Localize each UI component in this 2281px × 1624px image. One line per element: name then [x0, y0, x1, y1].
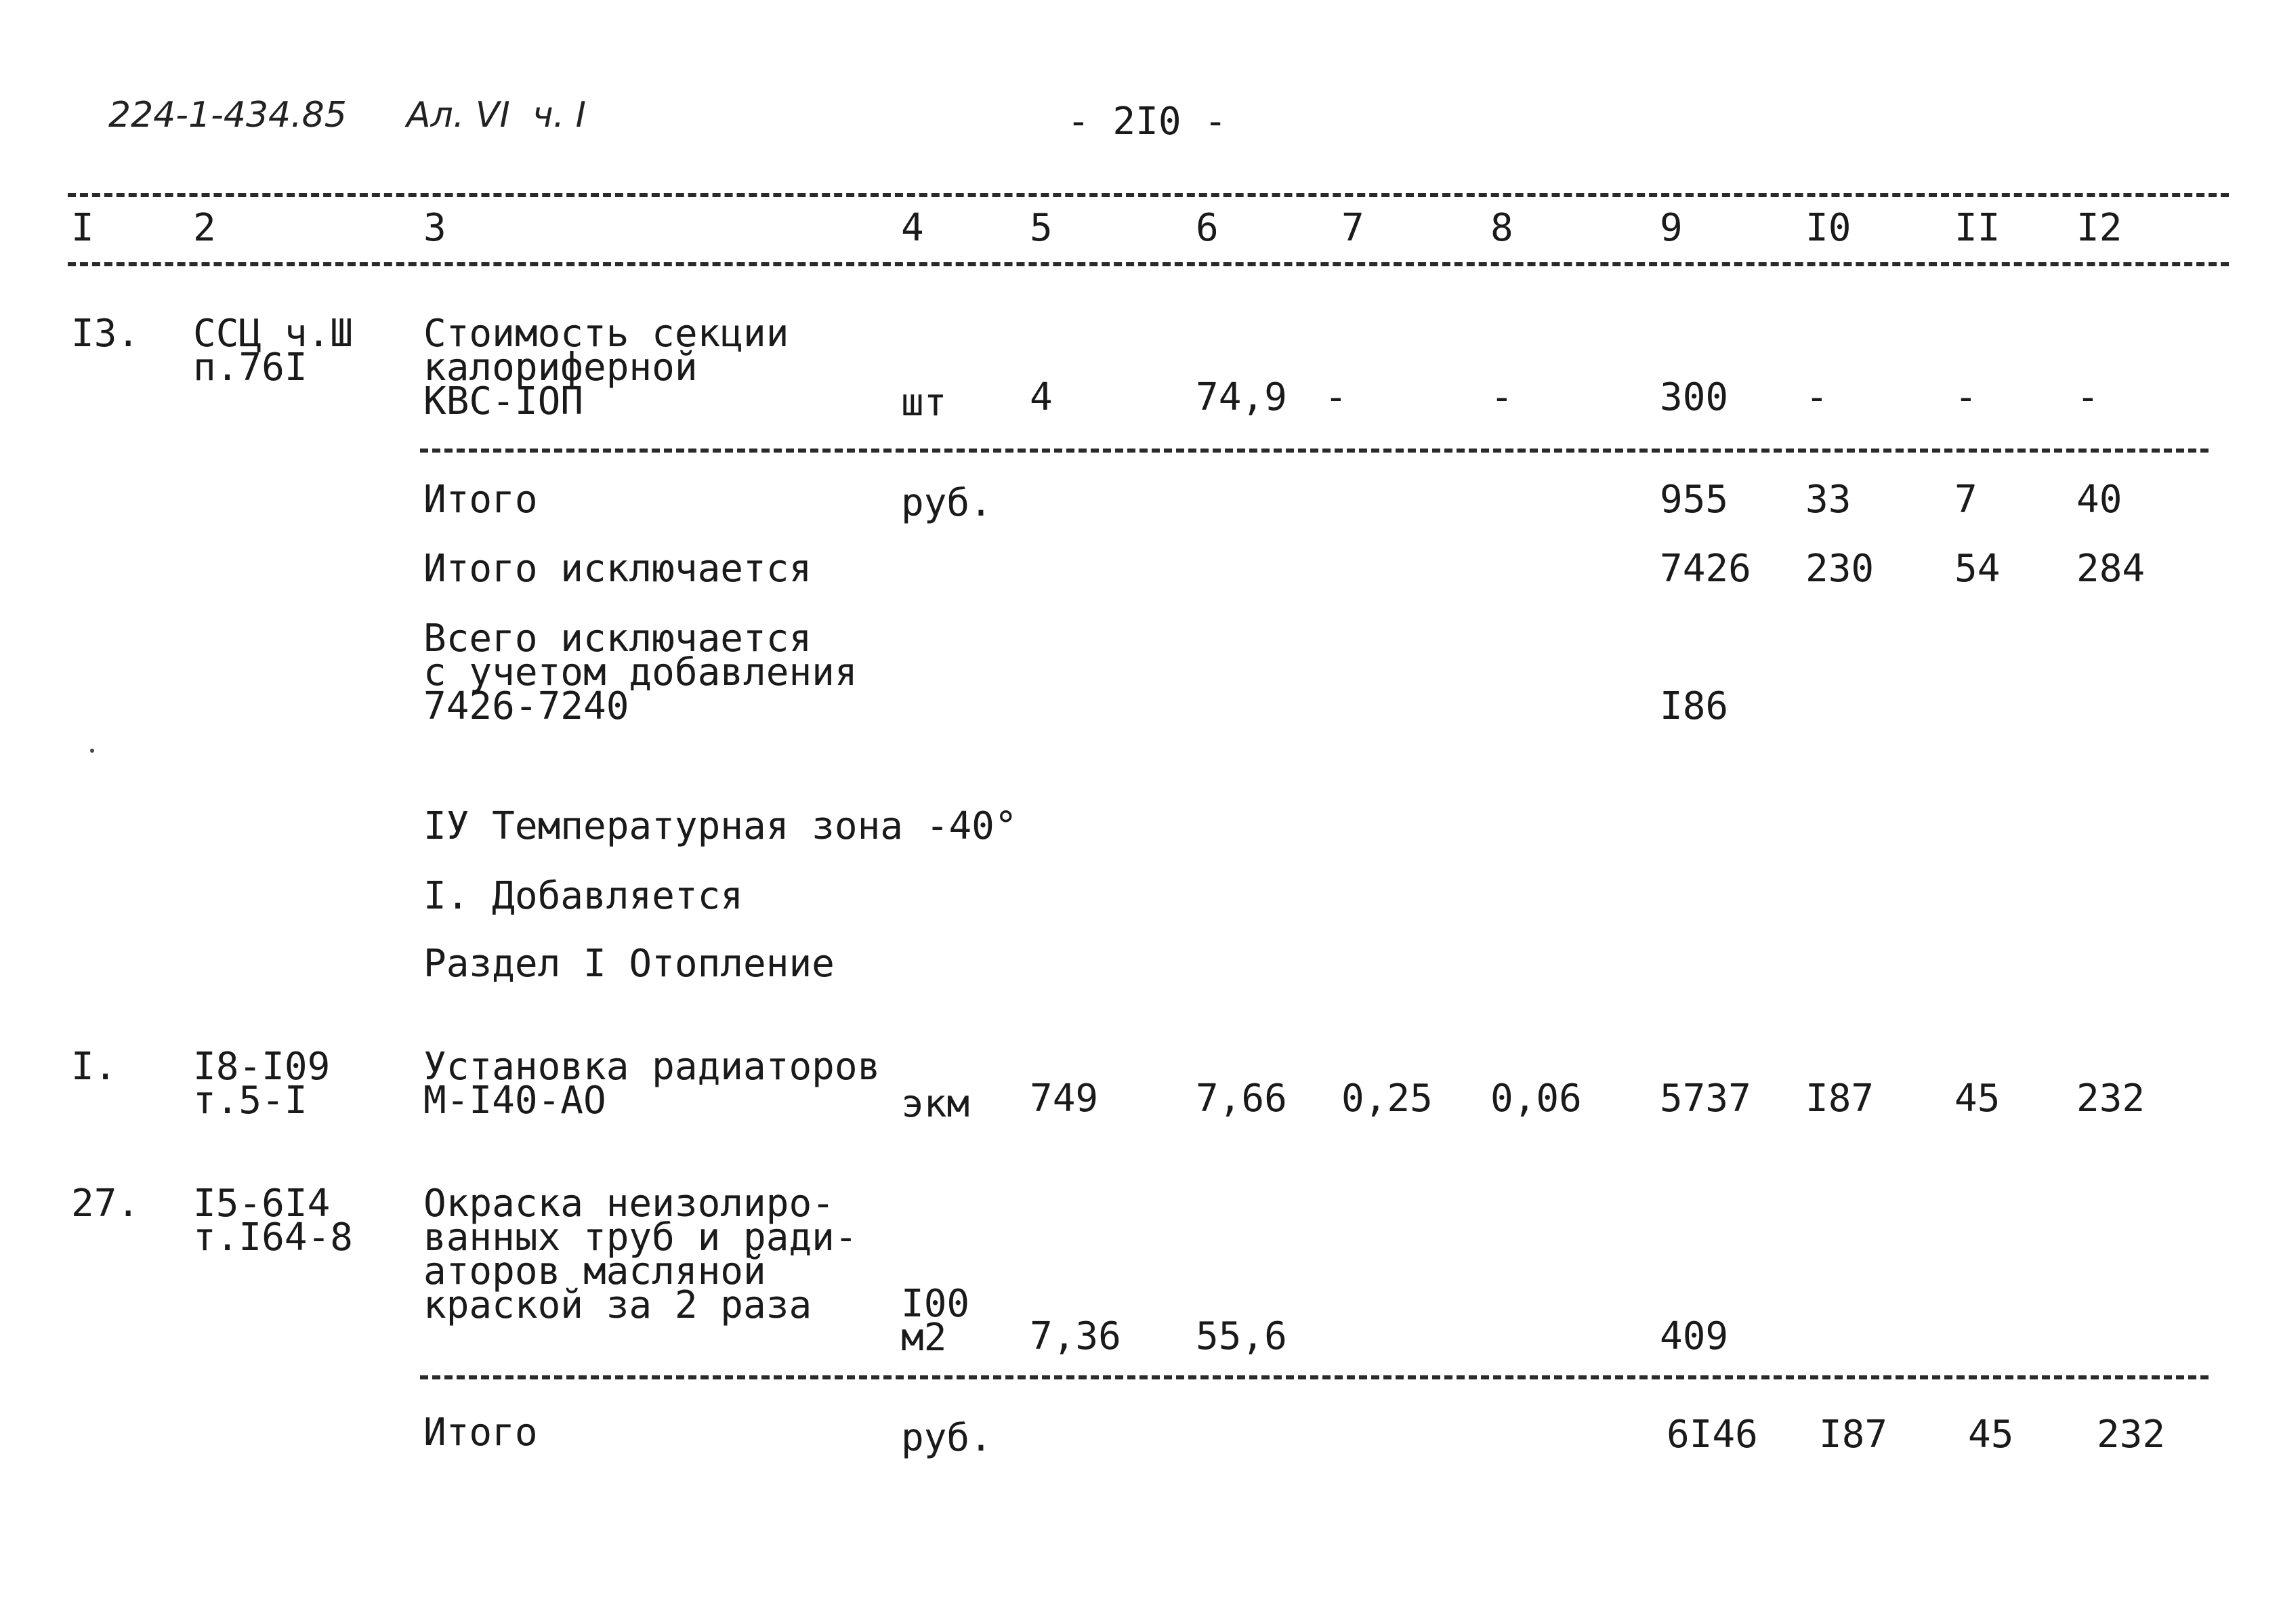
excluded-total-col12: 284 [2076, 547, 2146, 591]
total-2-col10: I87 [1819, 1413, 1888, 1457]
album-sheet-ref: Ал. VI ч. I [406, 95, 586, 136]
col-header-9: 9 [1660, 206, 1683, 250]
page-number: - 2I0 - [1067, 100, 1228, 144]
col-header-12: I2 [2076, 206, 2122, 250]
total-1-col10: 33 [1805, 478, 1851, 522]
row-1-col11: 45 [1954, 1077, 2001, 1121]
section-heading: Раздел I Отопление [423, 942, 835, 986]
row-1-col8: 0,06 [1490, 1077, 1582, 1121]
added-heading: I. Добавляется [423, 874, 744, 918]
row-13-col11: - [1954, 375, 1977, 419]
temperature-zone-heading: IУ Температурная зона -40° [423, 804, 1018, 848]
header-bottom-rule [68, 262, 2229, 266]
stray-mark [90, 749, 94, 753]
total-2-col11: 45 [1968, 1413, 2014, 1457]
row-13-reference: ССЦ ч.Ш п.76I [193, 312, 354, 390]
excluded-total-col10: 230 [1805, 547, 1875, 591]
document-code: 224-1-434.85 [108, 95, 347, 136]
col-header-1: I [71, 206, 94, 250]
row-13-col9: 300 [1660, 375, 1729, 419]
subtotal-rule-2 [420, 1375, 2209, 1379]
total-1-col9: 955 [1660, 478, 1729, 522]
row-13-col12: - [2076, 375, 2099, 419]
grand-excluded-col9: I86 [1660, 684, 1729, 728]
total-1-unit: руб. [901, 481, 992, 525]
row-27-col9: 409 [1660, 1314, 1729, 1358]
total-1-col12: 40 [2076, 478, 2122, 522]
total-1-label: Итого [423, 478, 538, 522]
row-27-col5: 7,36 [1030, 1314, 1121, 1358]
grand-excluded-label: Всего исключается с учетом добавления 7426-7240 [423, 617, 858, 728]
row-1-col9: 5737 [1660, 1077, 1751, 1121]
row-27-unit: I00 м2 [901, 1282, 970, 1360]
row-13-col5: 4 [1030, 375, 1053, 419]
total-1-col11: 7 [1954, 478, 1977, 522]
excluded-total-col11: 54 [1954, 547, 2001, 591]
row-1-number: I. [71, 1045, 117, 1089]
col-header-5: 5 [1030, 206, 1053, 250]
row-1-unit: экм [901, 1082, 970, 1126]
row-13-description: Стоимость секции калориферной КВС-IОП [423, 312, 789, 423]
row-1-reference: I8-I09 т.5-I [193, 1045, 331, 1123]
excluded-total-col9: 7426 [1660, 547, 1751, 591]
row-1-description: Установка радиаторов М-I40-АО [423, 1045, 881, 1123]
header-top-rule [68, 193, 2229, 197]
row-13-number: I3. [71, 312, 140, 356]
col-header-4: 4 [901, 206, 924, 250]
row-13-col10: - [1805, 375, 1828, 419]
col-header-2: 2 [193, 206, 216, 250]
col-header-11: II [1954, 206, 2001, 250]
total-2-col12: 232 [2097, 1413, 2166, 1457]
col-header-7: 7 [1341, 206, 1364, 250]
row-13-unit: шт [901, 381, 947, 425]
row-27-number: 27. [71, 1182, 140, 1226]
total-2-unit: руб. [901, 1416, 992, 1460]
row-27-col6: 55,6 [1196, 1314, 1287, 1358]
row-1-col7: 0,25 [1341, 1077, 1433, 1121]
col-header-6: 6 [1196, 206, 1219, 250]
row-13-col6: 74,9 [1196, 375, 1287, 419]
col-header-8: 8 [1490, 206, 1513, 250]
row-1-col12: 232 [2076, 1077, 2146, 1121]
row-27-description: Окраска неизолиро- ванных труб и ради- аторов масляной краской за 2 раза [423, 1182, 858, 1327]
row-1-col10: I87 [1805, 1077, 1875, 1121]
excluded-total-label: Итого исключается [423, 547, 812, 591]
row-1-col6: 7,66 [1196, 1077, 1287, 1121]
col-header-10: I0 [1805, 206, 1851, 250]
row-27-reference: I5-6I4 т.I64-8 [193, 1182, 354, 1259]
row-1-col5: 749 [1030, 1077, 1099, 1121]
row-13-col7: - [1324, 375, 1347, 419]
col-header-3: 3 [423, 206, 446, 250]
total-2-label: Итого [423, 1411, 538, 1455]
total-2-col9: 6I46 [1667, 1413, 1758, 1457]
row-13-col8: - [1490, 375, 1513, 419]
subtotal-rule-1 [420, 449, 2209, 453]
